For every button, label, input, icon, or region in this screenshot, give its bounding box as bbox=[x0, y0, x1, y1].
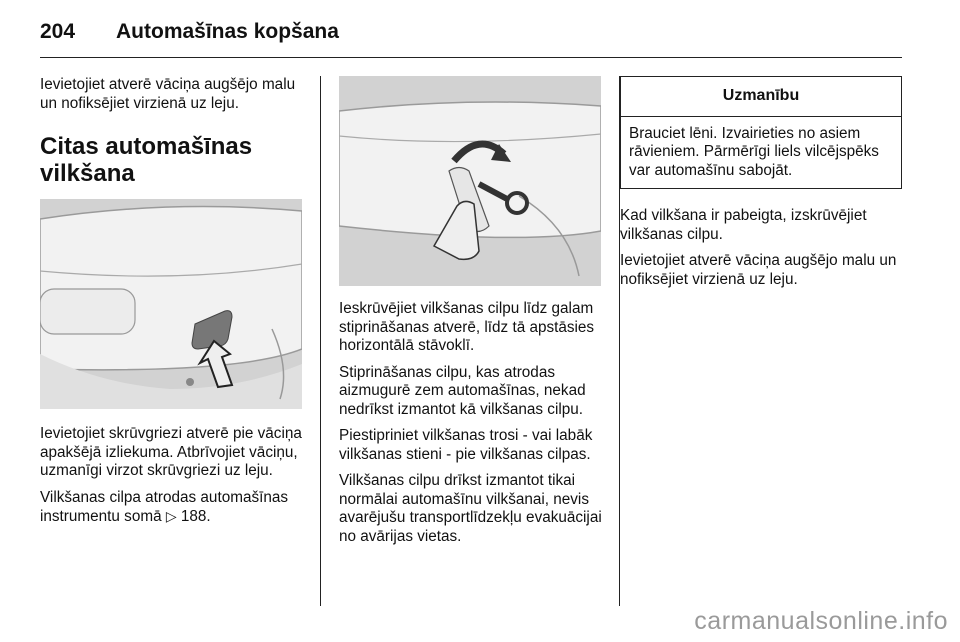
header-rule bbox=[40, 57, 902, 58]
usage-limit-paragraph: Vilkšanas cilpu drīkst izmantot tikai normālai automašīnu vilkšanai, nevis avarējušu transportlīdzekļu evakuācijai no avārijas vietas. bbox=[339, 472, 602, 545]
tow-eye-illustration bbox=[339, 76, 601, 286]
screw-in-paragraph: Ieskrūvējiet vilkšanas cilpu līdz galam stiprināšanas atverē, līdz tā apstāsies horizontālā stāvoklī. bbox=[339, 300, 595, 354]
unscrew-paragraph: Kad vilkšana ir pabeigta, izskrūvējiet vilkšanas cilpu. bbox=[620, 207, 867, 243]
caution-box bbox=[620, 76, 902, 189]
caution-text: Brauciet lēni. Izvairieties no asiem rāvieniem. Pārmērīgi liels vilcējspēks var automašīnu sabojāt. bbox=[629, 124, 879, 179]
tow-eye-drawing bbox=[339, 76, 601, 286]
watermark: carmanualsonline.info bbox=[694, 607, 948, 635]
caution-title: Uzmanību bbox=[621, 77, 901, 117]
page-title: Automašīnas kopšana bbox=[116, 20, 339, 43]
column-right bbox=[620, 76, 902, 297]
column-middle bbox=[339, 76, 603, 554]
intro-paragraph: Ievietojiet atverē vāciņa augšējo malu un nofiksējiet virzienā uz leju. bbox=[40, 76, 296, 112]
page-reference: 188. bbox=[180, 508, 211, 525]
screwdriver-paragraph: Ievietojiet skrūvgriezi atverē pie vāciņa apakšējā izliekuma. Atbrīvojiet vāciņu, uzmanīgi virzot skrūvgriezi uz leju. bbox=[40, 425, 302, 479]
section-heading: Citas automašīnas vilkšana bbox=[40, 133, 253, 187]
reinsert-cover-paragraph: Ievietojiet atverē vāciņa augšējo malu un nofiksējiet virzienā uz leju. bbox=[620, 252, 897, 288]
bumper-cover-drawing bbox=[40, 199, 302, 409]
page-number: 204 bbox=[40, 20, 76, 43]
tow-eye-location-paragraph bbox=[40, 489, 304, 527]
page-reference-icon: ▷ bbox=[165, 508, 177, 524]
column-divider bbox=[320, 76, 321, 606]
attach-rope-paragraph: Piestipriniet vilkšanas trosi - vai labāk vilkšanas stieni - pie vilkšanas cilpas. bbox=[339, 427, 593, 463]
column-left bbox=[40, 76, 304, 535]
rear-eye-warning-paragraph: Stiprināšanas cilpu, kas atrodas aizmugurē zem automašīnas, nekad nedrīkst izmantot kā vilkšanas cilpu. bbox=[339, 363, 586, 418]
page-header bbox=[40, 16, 920, 46]
tow-eye-location-text: Vilkšanas cilpa atrodas automašīnas instrumentu somā bbox=[40, 488, 289, 525]
bumper-cover-illustration bbox=[40, 199, 302, 409]
